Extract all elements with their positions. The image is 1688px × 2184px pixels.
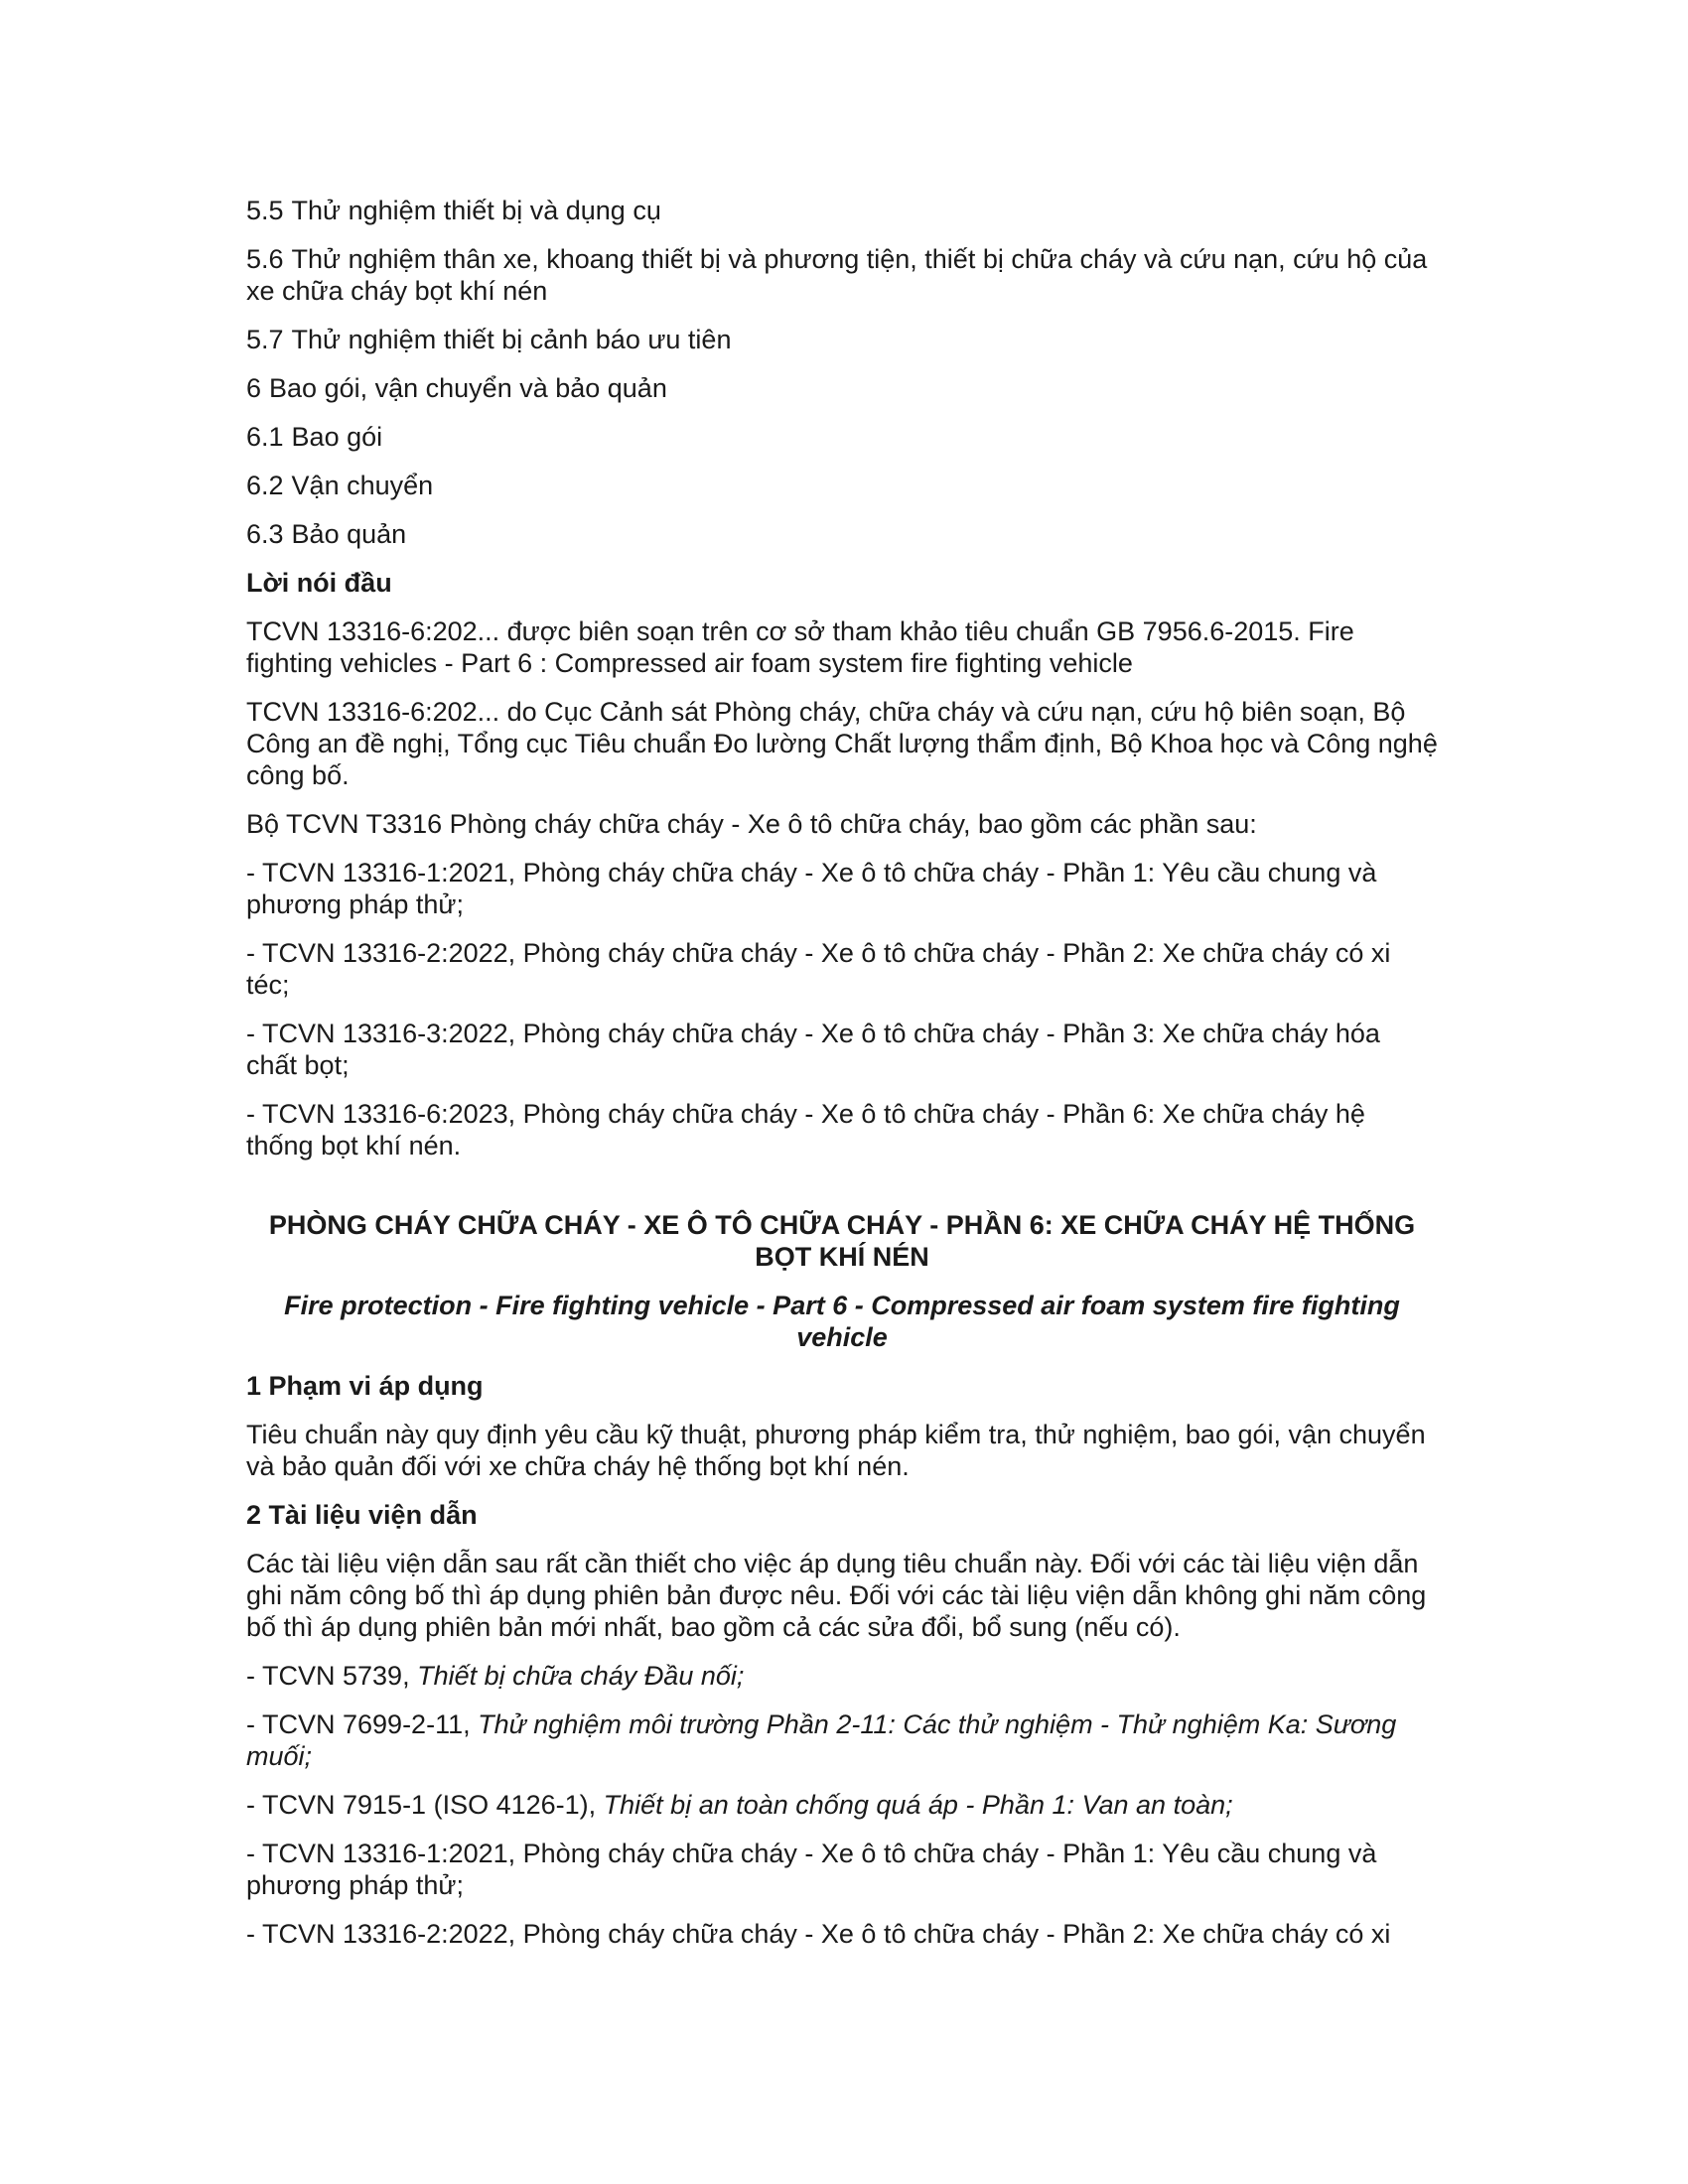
foreword-list-item: - TCVN 13316-1:2021, Phòng cháy chữa cháy - Xe ô tô chữa cháy - Phần 1: Yêu cầu chung và phương pháp thử; — [246, 858, 1377, 919]
references-paragraph: Các tài liệu viện dẫn sau rất cần thiết cho việc áp dụng tiêu chuẩn này. Đối với các tài liệu viện dẫn ghi năm công bố thì áp dụng phiên bản được nêu. Đối với các tài liệu viện dẫn không ghi năm công bố thì áp dụng phiên bản mới nhất, bao gồm cả các sửa đổi, bổ sung (nếu có). — [246, 1549, 1427, 1642]
standard-subtitle: Fire protection - Fire fighting vehicle - Part 6 - Compressed air foam system fire fighting vehicle — [284, 1291, 1400, 1352]
toc-number: 6.1 — [246, 422, 284, 452]
document-page — [246, 195, 1438, 1967]
toc-text: Thử nghiệm thiết bị và dụng cụ — [291, 196, 661, 225]
toc-number: 5.6 — [246, 244, 284, 274]
foreword-heading: Lời nói đầu — [246, 568, 392, 598]
reference-code: - TCVN 7699-2-11, — [246, 1709, 479, 1739]
reference-item — [246, 1918, 1438, 1950]
toc-item — [246, 470, 1438, 501]
toc-text: Bao gói, vận chuyển và bảo quản — [269, 373, 667, 403]
reference-code: - TCVN 5739, — [246, 1661, 418, 1691]
toc-text: Thử nghiệm thiết bị cảnh báo ưu tiên — [291, 325, 732, 354]
standard-title: PHÒNG CHÁY CHỮA CHÁY - XE Ô TÔ CHỮA CHÁY - PHẦN 6: XE CHỮA CHÁY HỆ THỐNG BỌT KHÍ NÉN — [268, 1210, 1416, 1272]
toc-item — [246, 324, 1438, 355]
references-heading: 2 Tài liệu viện dẫn — [246, 1500, 478, 1530]
toc-item — [246, 243, 1438, 307]
reference-title: Thiết bị chữa cháy Đầu nối; — [417, 1661, 745, 1691]
toc-number: 6.3 — [246, 519, 284, 549]
scope-section — [246, 1370, 1438, 1482]
toc-item — [246, 518, 1438, 550]
toc-text: Bảo quản — [291, 519, 407, 549]
foreword-paragraph: TCVN 13316-6:202... do Cục Cảnh sát Phòng cháy, chữa cháy và cứu nạn, cứu hộ biên soạn, Bộ Công an đề nghị, Tổng cục Tiêu chuẩn Đo lường Chất lượng thẩm định, Bộ Khoa học và Công nghệ công bố. — [246, 697, 1438, 790]
scope-heading: 1 Phạm vi áp dụng — [246, 1371, 484, 1401]
reference-item — [246, 1660, 1438, 1692]
toc-number: 6 — [246, 373, 262, 403]
toc-number: 5.5 — [246, 196, 284, 225]
foreword-list-item: - TCVN 13316-3:2022, Phòng cháy chữa cháy - Xe ô tô chữa cháy - Phần 3: Xe chữa cháy hóa chất bọt; — [246, 1019, 1380, 1080]
reference-code: - TCVN 7915-1 (ISO 4126-1), — [246, 1790, 604, 1820]
foreword-paragraph: Bộ TCVN T3316 Phòng cháy chữa cháy - Xe ô tô chữa cháy, bao gồm các phần sau: — [246, 809, 1257, 839]
foreword-list-item: - TCVN 13316-6:2023, Phòng cháy chữa cháy - Xe ô tô chữa cháy - Phần 6: Xe chữa cháy hệ thống bọt khí nén. — [246, 1099, 1365, 1160]
reference-title: Thử nghiệm môi trường Phần 2-11: Các thử nghiệm - Thử nghiệm Ka: Sương muối; — [246, 1709, 1397, 1771]
foreword-list-item: - TCVN 13316-2:2022, Phòng cháy chữa cháy - Xe ô tô chữa cháy - Phần 2: Xe chữa cháy có xi téc; — [246, 938, 1391, 1000]
toc-number: 6.2 — [246, 471, 284, 500]
toc-item — [246, 421, 1438, 453]
toc-number: 5.7 — [246, 325, 284, 354]
reference-item — [246, 1789, 1438, 1821]
reference-title: Thiết bị an toàn chống quá áp - Phần 1: Van an toàn; — [603, 1790, 1233, 1820]
scope-paragraph: Tiêu chuẩn này quy định yêu cầu kỹ thuật, phương pháp kiểm tra, thử nghiệm, bao gói, vận chuyển và bảo quản đối với xe chữa cháy hệ thống bọt khí nén. — [246, 1420, 1426, 1481]
foreword-paragraph: TCVN 13316-6:202... được biên soạn trên cơ sở tham khảo tiêu chuẩn GB 7956.6-2015. Fire fighting vehicles - Part 6 : Compressed air foam system fire fighting vehicle — [246, 616, 1354, 678]
toc-list — [246, 195, 1438, 550]
foreword-section — [246, 567, 1438, 1161]
standard-title-block — [246, 1209, 1438, 1353]
reference-code: - TCVN 13316-2:2022, Phòng cháy chữa cháy - Xe ô tô chữa cháy - Phần 2: Xe chữa cháy có xi — [246, 1919, 1391, 1949]
toc-text: Vận chuyển — [291, 471, 434, 500]
reference-item — [246, 1838, 1438, 1901]
references-section — [246, 1499, 1438, 1950]
reference-code: - TCVN 13316-1:2021, Phòng cháy chữa cháy - Xe ô tô chữa cháy - Phần 1: Yêu cầu chung và phương pháp thử; — [246, 1839, 1377, 1900]
toc-item — [246, 372, 1438, 404]
toc-item — [246, 195, 1438, 226]
reference-item — [246, 1708, 1438, 1772]
toc-text: Bao gói — [291, 422, 383, 452]
toc-text: Thử nghiệm thân xe, khoang thiết bị và phương tiện, thiết bị chữa cháy và cứu nạn, cứu hộ của xe chữa cháy bọt khí nén — [246, 244, 1428, 306]
